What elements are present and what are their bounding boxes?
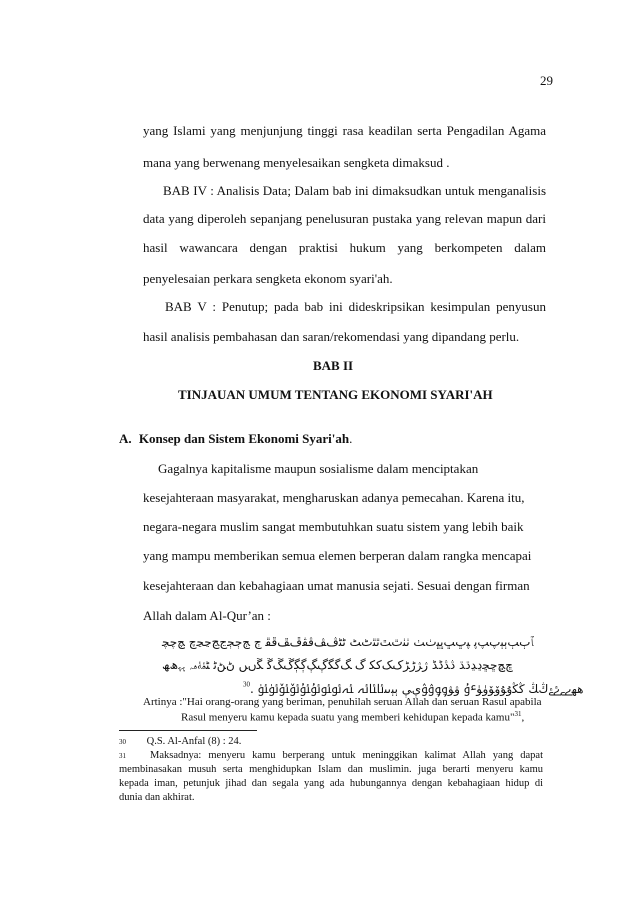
quran-verse-line: ﭑﭒﭓﭔﭕﭖﭗﭘ ﭙﭚﭛﭜﭝﭞﭟ ﭠﭡﭢﭣﭤﭥﭦﭧ ﭨﭩﭪﭫﭬﭭﭮﭯﭰﭱ ﭲ ﭳﭴﭵﭶﭷﭸﭹﭺ ﭻﭼﭽ [162,635,534,649]
paragraph-line: BAB V : Penutup; pada bab ini dideskripsikan kesimpulan penyusun [165,299,546,314]
footnote-line: kepada iman, petunjuk jihad dan segala yang ada hubungannya dengan kebahagiaan hidup di [119,778,543,789]
section-title-suffix: . [349,431,353,446]
chapter-number: BAB II [313,358,354,373]
section-heading [119,431,352,447]
paragraph-line: hasil analisis pembahasan dan saran/rekomendasi yang dipandang perlu. [143,329,520,344]
paragraph-line: mana yang berwenang menyelesaikan sengketa dimaksud . [143,155,450,170]
quran-verse-line: ﭾﭿﮀﮁﮂﮃﮄﮅ ﮆﮇﮈﮉ ﮊﮋﮌﮍﮎﮏﮐﮑ ﮒ ﮓﮔﮕﮖﮗﮘﮙﮚﮛﮜ ﮝﮞﮟ ﮠﮡﮢ ﮣﮤﮥﮦﮧ ﮨﮩﮪﮫ [162,658,513,672]
footnote-line: Maksadnya: menyeru kamu berperang untuk meninggikan kalimat Allah yang dapat [150,750,543,761]
translation-text: Rasul menyeru kamu kepada suatu yang memberi kehidupan kepada kamu" [181,711,515,724]
chapter-title: TINJAUAN UMUM TENTANG EKONOMI SYARI'AH [178,387,493,402]
translation-end: , [521,711,525,724]
body-line: negara-negara muslim sangat membutuhkan suatu sistem yang lebih baik [143,519,524,534]
footnote-ref: 30 [243,680,250,689]
paragraph-line: hasil wawancara dengan praktisi hukum yang berkompeten dalam [143,240,546,255]
body-line: yang mampu memberikan semua elemen berperan dalam rangka mencapai [143,548,532,563]
paragraph-line: BAB IV : Analisis Data; Dalam bab ini dimaksudkan untuk menganalisis [163,183,546,198]
footnote-ref: 31 [514,710,522,718]
page-number: 29 [540,73,553,88]
footnote-30 [119,735,241,749]
footnote-line: membinasakan musuh serta menghidupkan Islam dan muslimin. juga berarti menyeru kamu [119,764,543,775]
paragraph-line: penyelesaian perkara sengketa ekonom syari'ah. [143,271,393,286]
footnote-line: dunia dan akhirat. [119,792,195,803]
footnote-text: Q.S. Al-Anfal (8) : 24. [146,736,242,747]
translation-line: Artinya :"Hai orang-orang yang beriman, penuhilah seruan Allah dan seruan Rasul apabila [143,696,542,708]
section-label: A. [119,431,132,446]
body-line: kesejahteraan dan kebahagiaan umat manusia sejati. Sesuai dengan firman [143,578,530,593]
section-title: Konsep dan Sistem Ekonomi Syari'ah [138,431,350,446]
body-line: kesejahteraan masyarakat, mengharuskan adanya pemecahan. Karena itu, [143,490,525,505]
paragraph-line: yang Islami yang menjunjung tinggi rasa keadilan serta Pengadilan Agama [143,123,546,138]
translation-line [181,710,524,724]
body-line: Allah dalam Al-Qur’an : [143,608,271,623]
body-line: Gagalnya kapitalisme maupun sosialisme dalam menciptakan [158,461,479,476]
paragraph-line: data yang diperoleh sepanjang penelusuran pustaka yang relevan mapun dari [143,211,546,226]
quran-verse-text: . ﮬﮭﮮﮯﮰﮱﯓﯔ ﯕﯖﯗﯘﯙﯚﯛﯜﯝ ﯞﯟﯠﯡﯢﯣﯤﯥ ﯦﯧﯨﯩﯪﯫﯬ ﯭﯮﯯﯰﯱﯲﯳﯴﯵ [250,682,584,696]
footnote-number: 31 [119,752,126,760]
footnote-number: 30 [119,738,126,746]
footnote-divider [119,730,257,731]
